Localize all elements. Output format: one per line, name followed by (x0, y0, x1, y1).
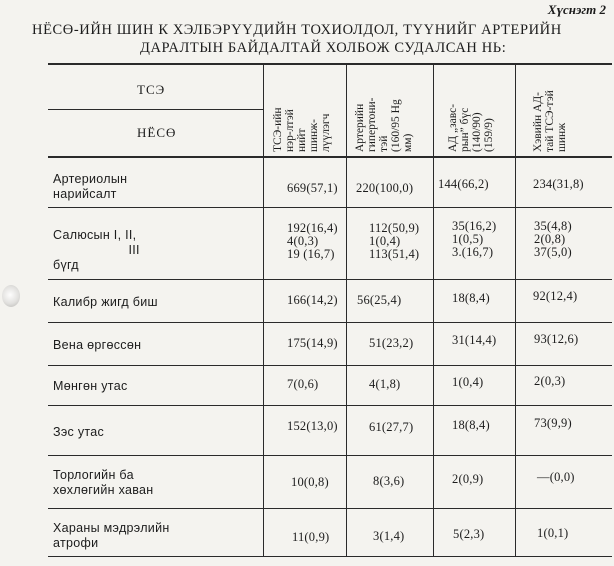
table-cell: 234(31,8) (533, 177, 584, 191)
column-divider-3 (433, 63, 434, 556)
row-divider (48, 405, 612, 406)
row-divider (48, 279, 612, 280)
table-cell: 10(0,8) (291, 475, 329, 489)
table-cell: 18(8,4) (452, 291, 490, 305)
row-divider (48, 207, 612, 208)
column-divider-2 (346, 63, 347, 556)
table-cell: 152(13,0) (287, 419, 338, 433)
row-divider (48, 322, 612, 323)
table-cell: 2(0,9) (452, 472, 484, 486)
table-cell: 35(4,8) 2(0,8) 37(5,0) (534, 219, 572, 259)
table-cell: —(0,0) (537, 470, 575, 484)
table-cell: 56(25,4) (357, 293, 402, 307)
row-divider (48, 455, 612, 456)
row-label-salus: Салюсын I, II, III бүгд (53, 228, 140, 272)
row-divider (48, 365, 612, 366)
table-cell: 669(57,1) (287, 181, 338, 195)
column-divider-4 (515, 63, 516, 556)
table-cell: 112(50,9) 1(0,4) 113(51,4) (369, 221, 420, 261)
column-header-normal-bp: Хэвийн АД- тай ТСЭ-тэй шинж (532, 90, 568, 152)
column-divider-1 (263, 63, 264, 556)
corner-header-tse: ТСЭ (137, 82, 166, 97)
table-cell: 92(12,4) (533, 289, 578, 303)
row-label-optic-atrophy: Хараны мэдрэлийн атрофи (53, 521, 170, 550)
table-cell: 166(14,2) (287, 293, 338, 307)
column-header-total: ТСЭ-ийн нэр-лтэй нийт шинж- лүүлэгч (272, 107, 332, 152)
column-header-borderline: АД „завс- рын” бүс (140/90) (159/9) (447, 103, 495, 152)
column-header-hypertension: Артерийн гипертони- тэй (160/95 Hg мм) (354, 97, 414, 152)
row-divider (48, 508, 612, 509)
row-label-dilated-vein: Вена өргөссөн (53, 338, 142, 352)
table-cell: 93(12,6) (534, 332, 579, 346)
table-cell: 61(27,7) (369, 420, 414, 434)
row-label-arteriolar-narrowing: Артериолын нарийсалт (53, 172, 128, 201)
table-cell: 175(14,9) (287, 336, 338, 350)
table-cell: 7(0,6) (287, 377, 319, 391)
table-cell: 73(9,9) (534, 416, 572, 430)
table-cell: 144(66,2) (438, 177, 489, 191)
table-cell: 51(23,2) (369, 336, 414, 350)
punch-hole (2, 285, 20, 307)
table-cell: 11(0,9) (292, 530, 330, 544)
row-label-retinal-edema: Торлогийн ба хөхлөгийн хаван (53, 468, 154, 497)
table-cell: 220(100,0) (356, 181, 414, 195)
row-label-silver-wire: Мөнгөн утас (53, 379, 128, 393)
table-cell: 8(3,6) (373, 474, 405, 488)
title-line-1: НЁСӨ-ИЙН ШИН К ХЭЛБЭРҮҮДИЙН ТОХИОЛДОЛ, ТҮҮНИЙГ АРТЕРИЙН (32, 22, 562, 38)
corner-header-neso: НЁСӨ (137, 125, 177, 140)
table-bottom-rule (48, 556, 612, 557)
table-cell: 2(0,3) (534, 374, 566, 388)
table-cell: 4(1,8) (369, 377, 401, 391)
table-cell: 1(0,4) (452, 375, 484, 389)
table-cell: 3(1,4) (373, 529, 405, 543)
table-number: Хүснэгт 2 (547, 2, 606, 17)
table-cell: 192(16,4) 4(0,3) 19 (16,7) (287, 221, 338, 261)
header-bottom-rule (48, 156, 612, 158)
table-cell: 18(8,4) (452, 418, 490, 432)
row-label-uneven-caliber: Калибр жигд биш (53, 295, 158, 309)
title-line-2: ДАРАЛТЫН БАЙДАЛТАЙ ХОЛБОЖ СУДАЛСАН НЬ: (140, 40, 507, 56)
table-cell: 35(16,2) 1(0,5) 3.(16,7) (452, 219, 497, 259)
corner-divider (48, 109, 263, 110)
table-cell: 5(2,3) (453, 527, 485, 541)
table-top-rule (48, 63, 612, 65)
row-label-copper-wire: Зэс утас (53, 425, 105, 439)
table-cell: 1(0,1) (537, 526, 569, 540)
table-cell: 31(14,4) (452, 333, 497, 347)
